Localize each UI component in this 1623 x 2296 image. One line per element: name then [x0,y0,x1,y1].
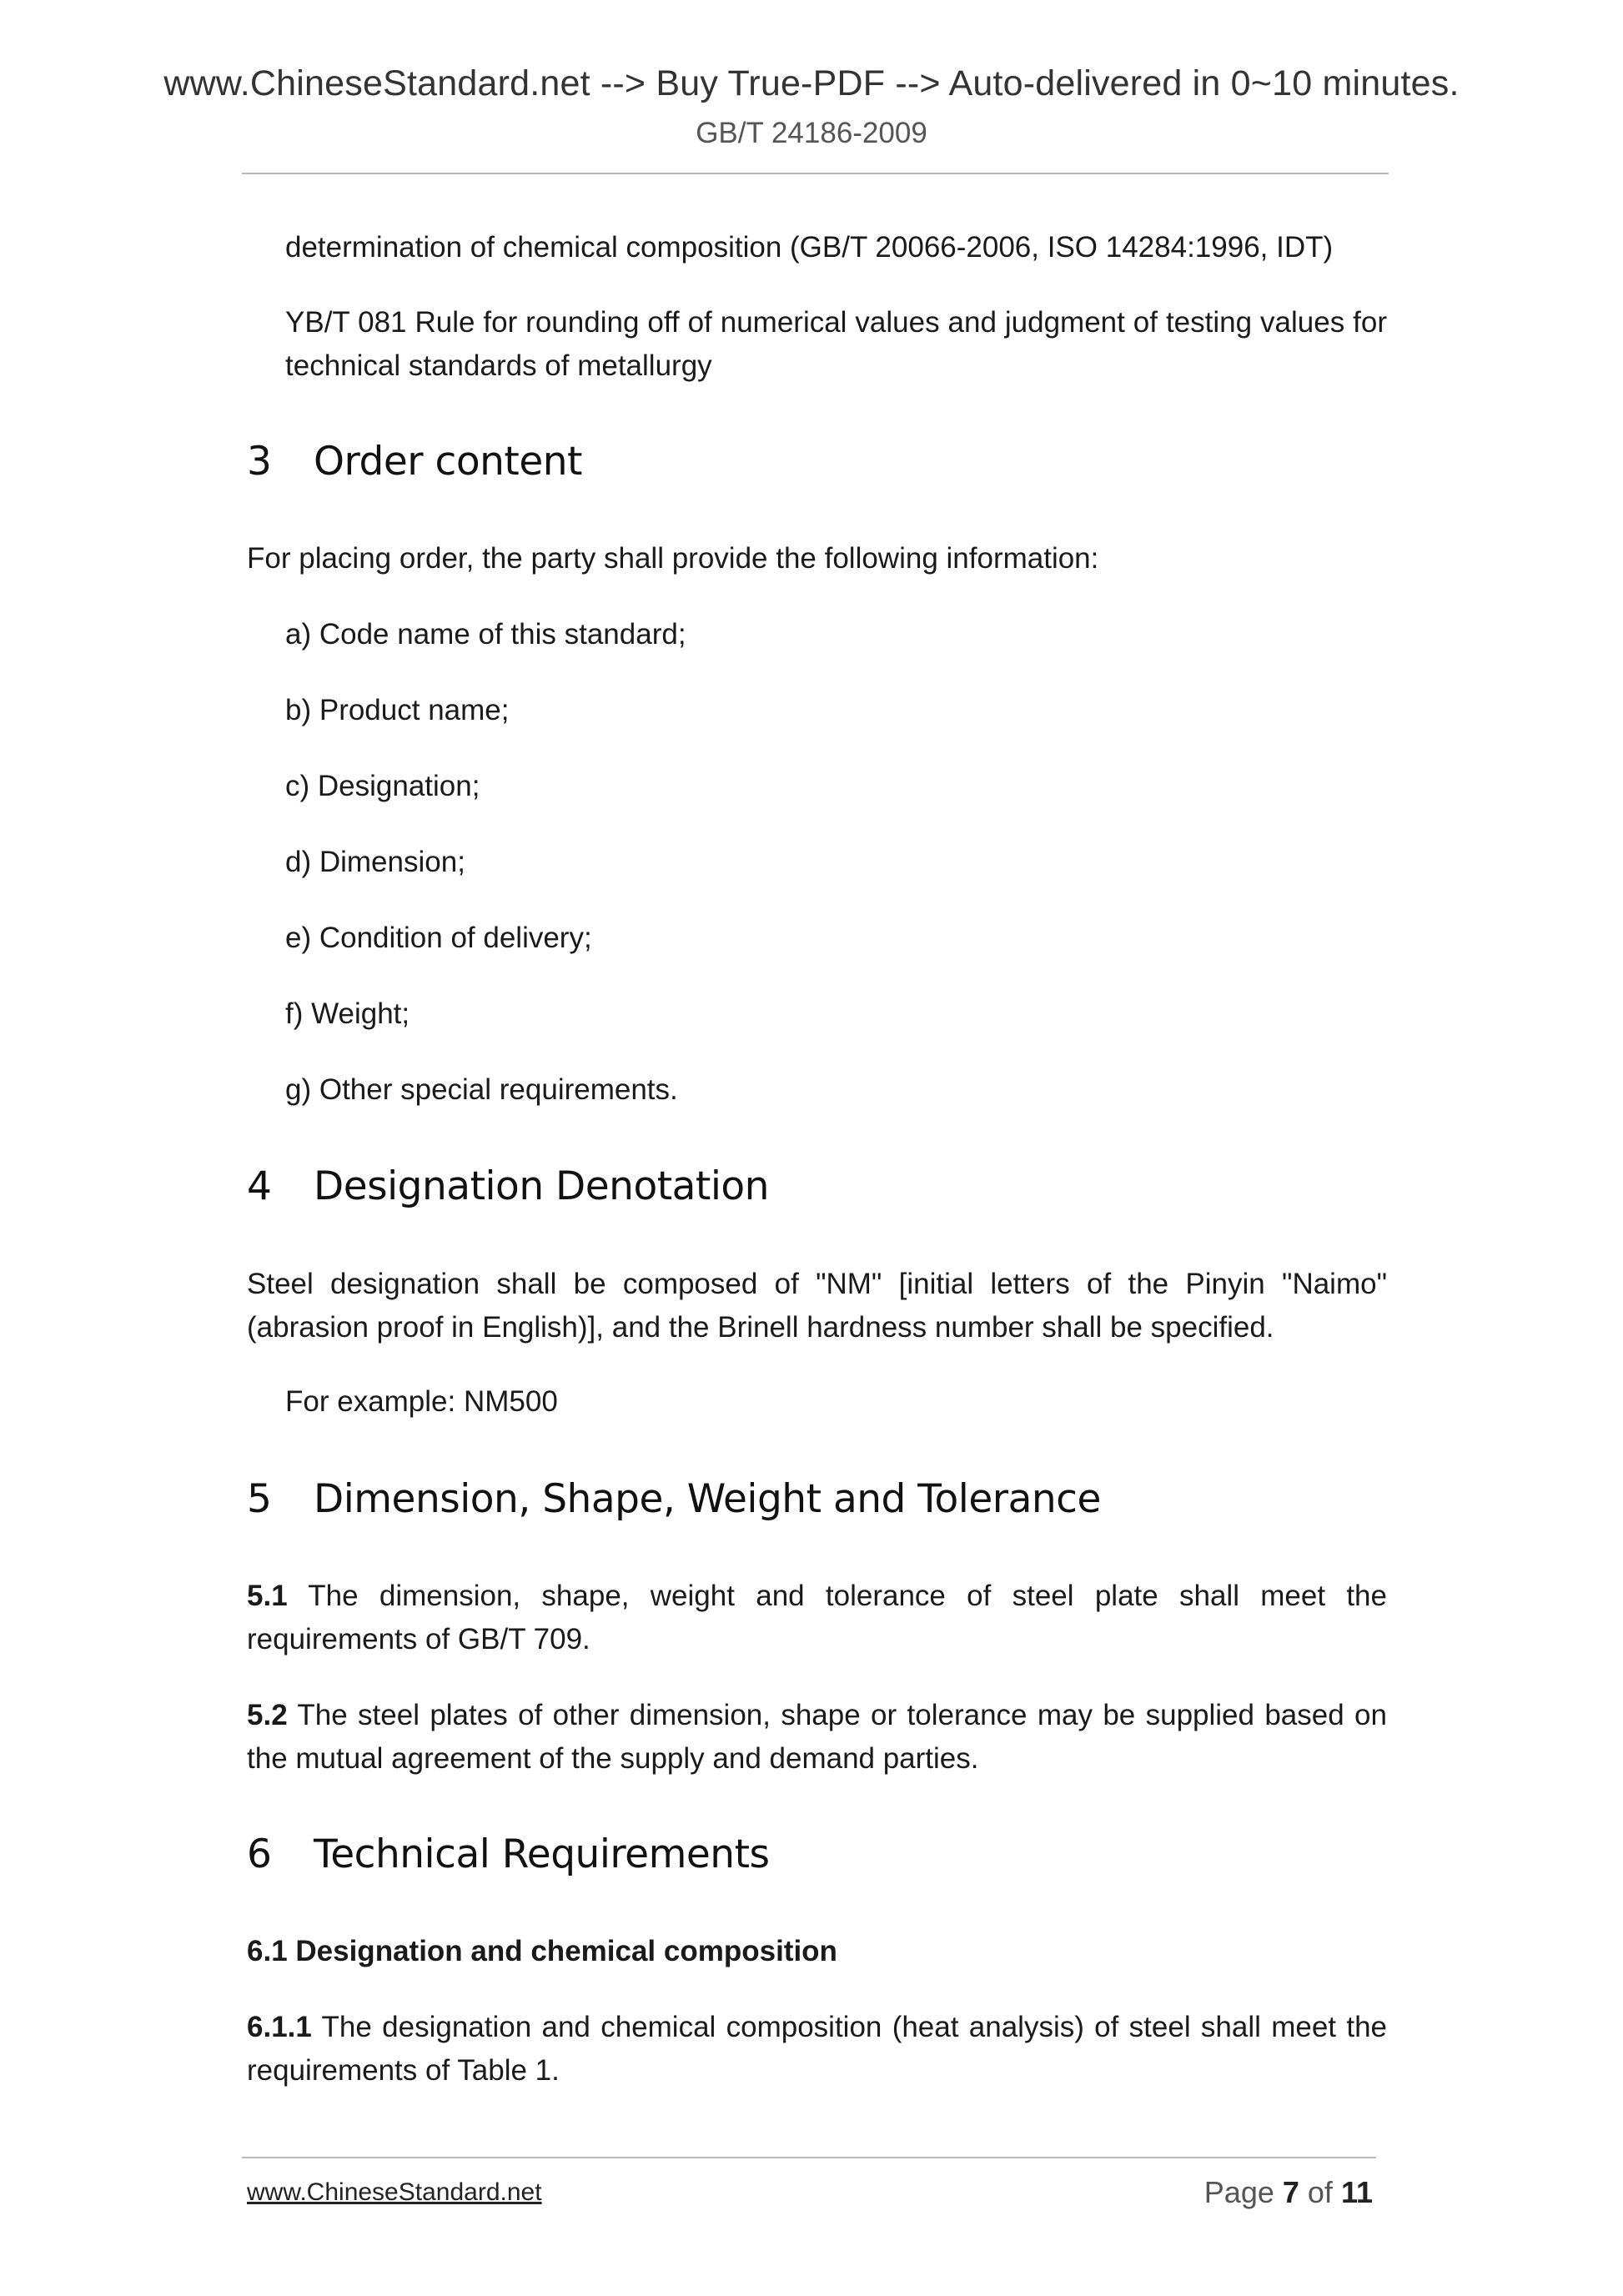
section-4-number: 4 [247,1163,272,1209]
section-6-number: 6 [247,1831,272,1877]
reference-continuation: determination of chemical composition (GB/T 20066-2006, ISO 14284:1996, IDT) [285,231,1334,264]
standard-code: GB/T 24186-2009 [696,117,927,149]
order-item-e: e) Condition of delivery; [285,922,592,954]
header-divider [242,173,1389,174]
footer-divider [242,2157,1376,2158]
order-item-d: d) Dimension; [285,846,465,878]
section-6-heading [247,1830,770,1880]
clause-5-1-text: The dimension, shape, weight and tolerance of steel plate shall meet the requirements of GB/T 709. [247,1580,1387,1655]
section-3-title: Order content [314,439,582,485]
clause-6-1-1 [247,2006,1387,2093]
clause-5-2-number: 5.2 [247,1699,288,1731]
footer-website-link[interactable]: www.ChineseStandard.net [247,2178,542,2206]
section-4-title: Designation Denotation [314,1163,769,1209]
section-3-number: 3 [247,439,272,485]
section-5-title: Dimension, Shape, Weight and Tolerance [314,1476,1101,1522]
order-item-g: g) Other special requirements. [285,1073,678,1106]
clause-5-2-text: The steel plates of other dimension, shape or tolerance may be supplied based on the mutual agreement of the supply and demand parties. [247,1699,1387,1775]
page-prefix: Page [1203,2175,1283,2209]
order-intro: For placing order, the party shall provide the following information: [247,542,1099,575]
section-6-title: Technical Requirements [314,1831,770,1877]
clause-6-1-1-number: 6.1.1 [247,2011,312,2043]
page-current: 7 [1282,2175,1299,2209]
section-5-heading [247,1475,1101,1525]
reference-ybt-081: YB/T 081 Rule for rounding off of numerical values and judgment of testing values for technical standards of metallurgy [285,306,1387,382]
order-item-c: c) Designation; [285,770,480,802]
clause-6-1-1-text: The designation and chemical composition (heat analysis) of steel shall meet the requirements of Table 1. [247,2011,1387,2087]
clause-5-2 [247,1694,1387,1781]
subsection-6-1-heading: 6.1 Designation and chemical composition [247,1935,837,1967]
designation-example: For example: NM500 [285,1385,558,1418]
page-total: 11 [1340,2175,1373,2209]
designation-text: Steel designation shall be composed of "NM" [initial letters of the Pinyin "Naimo" (abrasion proof in English)], and the Brinell hardness number shall be specified. [247,1268,1387,1344]
section-5-number: 5 [247,1476,272,1522]
clause-5-1-number: 5.1 [247,1580,288,1612]
clause-5-1 [247,1575,1387,1661]
order-item-a: a) Code name of this standard; [285,618,686,651]
header-banner: www.ChineseStandard.net --> Buy True-PDF --> Auto-delivered in 0~10 minutes. [163,63,1460,103]
page-mid: of [1299,2175,1341,2209]
section-3-heading [247,437,582,487]
page-indicator [1204,2175,1373,2210]
order-item-f: f) Weight; [285,997,410,1030]
section-4-heading [247,1162,769,1212]
order-item-b: b) Product name; [285,694,510,726]
